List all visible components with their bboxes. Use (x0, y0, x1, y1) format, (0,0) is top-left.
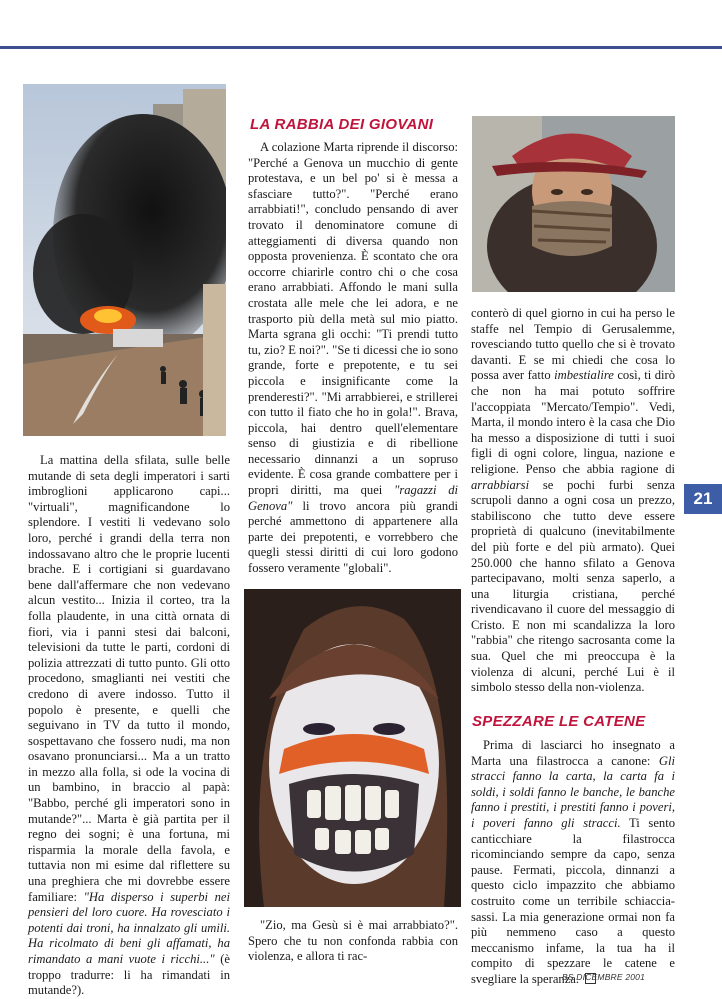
column-3 (471, 306, 675, 696)
col1-tail: (è troppo tradurre: li ha rimandati in mutande?). (28, 952, 230, 998)
col1-magnificat-quote: "Ha disperso i superbi nei pensieri del loro cuore. Ha rovesciato i potenti dai troni, ha innalzato gli umili. Ha ricolmato di beni gli affamati, ha rimandato a mani vuote i ricchi..." (28, 889, 230, 966)
col2-text: A colazione Marta riprende il discorso: "Perché a Genova un mucchio di gente protestava, e un bel po' si è messa a sfasciare tutto?". "Perché erano arrabbiati!", concludo pensando di aver trovato il denominatore comune di atteggiamenti di diversa quando non opposta provenienza. È scontato che ora occorre chiarirle contro chi o che cosa erano arrabbiati. Affondo le mani sulla crostata alle mele che lei adora, e ne trasporto più della metà sul mio piatto. Marta sgrana gli occhi: "Ti prendi tutto tu, zio? E noi?". "Se ti dicessi che io sono grande, forte e prepotente, e tu sei piccola e insignificante come la prenderesti?". "Mi arrabbierei, e strillerei con tutto il fiato che ho in gola!". Brava, piccola, hai dentro quell'elementare senso di giustizia e di ribellione necessario dinnanzi a un sopruso evidente. È cosa grande combattere per i propri diritti, ma quei (248, 140, 458, 498)
col3-rhyme: Gli stracci fanno la carta, la carta fa i soldi, i soldi fanno le banche, le banche fanno i prestiti, i prestiti fanno i poveri, i poveri fanno gli stracci. (471, 753, 675, 830)
col1-text: La mattina della sfilata, sulle belle mutande di seta degli imperatori i sarti imbroglioni applicarono capi... "virtuali", magnificandone lo splendore. I vestiti li vedevano solo loro, perché i grandi della terra non indossavano altro che le proprie lucenti brache. E i cortigiani si guardavano bene dall'affermare che non vedevano alcun vestito... Inizia il corteo, tra la folla plaudente, in una città ornata di fiori, via i panni stesi dai balconi, televisioni da tutte le parti, cordoni di polizia attrezzati di tutto punto. Gli otto procedono, smaglianti nei vestiti che credono di avere indosso. Tutto il popolo è presente, e quelli che seguivano in TV da tutto il mondo, sospettavano che fossero nudi, ma non osavano pronunciarsi... Ma a un tratto in mezzo alla folla, si ode la vocina di un bambino, in braccio al papà: "Babbo, perché gli imperatori sono in mutande?"... Marta è già partita per il regno dei sogni; è una fortuna, mi risparmia la morale della favola, e tuttavia non mi esime dal riflettere su una preghiera che mi dovrebbe essere familiare: (28, 453, 230, 904)
col3-text-a: conterò di quel giorno in cui ha perso le staffe nel Tempio di Gerusalemme, rovesciando tutto quello che si è trovato davanti. E se mi chiedi che cosa lo possa aver fatto (471, 306, 675, 383)
col1-paragraph (28, 453, 230, 999)
col3-italic-b: imbestialire (554, 368, 614, 383)
heading-catene: SPEZZARE LE CATENE (472, 713, 646, 730)
painted-face-photo (244, 589, 461, 907)
col2-paragraph (248, 140, 458, 577)
col2-bottom-text: "Zio, ma Gesù si è mai arrabbiato?". Spero che tu non confonda rabbia con violenza, e allora ti rac- (248, 918, 458, 964)
col3-text-c: così, ti dirò che non ha mai potuto soffrire l'accoppiata "Mercato/Tempio". Vedi, Marta, il mondo intero è la casa che Dio ha messo a disposizione di tutti i suoi figli di ogni colore, lingua, nazione e religione. Penso che abbia ragione di (471, 368, 675, 476)
column-2-bottom (248, 918, 458, 965)
col3-text-2c: Ti sento canticchiare la filastrocca ricominciando sempre da capo, senza pause. Fermati, piccola, dinnanzi a questo ciclo impazzito che abbiamo costruito come un terribile schiacciasassi. La mia generazione ormai non fa più nemmeno caso a questo meccanismo infame, la tua ha il compito di spezzare le catene e svegliare la speranza. (471, 815, 676, 986)
col2-tail: li trovo ancora più grandi perché ammettono di appartenere alla parte dei prepotenti, e vorrebbero che quegli stessi diritti di cui loro godono fossero veramente "globali". (248, 498, 458, 576)
column-3-bottom (471, 738, 675, 988)
top-rule (0, 46, 722, 49)
col3-paragraph-2 (471, 738, 675, 988)
riot-photo (23, 84, 226, 436)
page-number-tab: 21 (684, 484, 722, 514)
col2-quote: "ragazzi di Genova" (248, 483, 459, 513)
footer-issue: BS DICEMBRE 2001 (562, 972, 646, 982)
masked-youth-photo (472, 116, 675, 292)
col3-italic-d: arrabbiarsi (471, 477, 530, 492)
col3-text-2a: Prima di lasciarci ho insegnato a Marta una filastrocca a canone: (471, 738, 675, 768)
column-2 (248, 140, 458, 577)
heading-rabbia: LA RABBIA DEI GIOVANI (250, 116, 434, 133)
col3-paragraph-1 (471, 306, 675, 696)
column-1 (28, 453, 230, 999)
col3-text-e: se pochi furbi senza scrupoli danno a ogni cosa un prezzo, stabiliscono che tutto deve essere proprietà di qualcuno (inevitabilmente del più forte e del più armato). Quei 250.000 che hanno sfilato a Genova partecipavano, molti senza saperlo, a una liturgia cristiana, perché rivendicavano il cuore del messaggio di Cristo. E non mi scandalizza la loro "rabbia" che ritengo sacrosanta come la sua. Quel che mi preoccupa è la violenza di alcuni, perché Lui è il simbolo stesso della non-violenza. (471, 477, 675, 695)
